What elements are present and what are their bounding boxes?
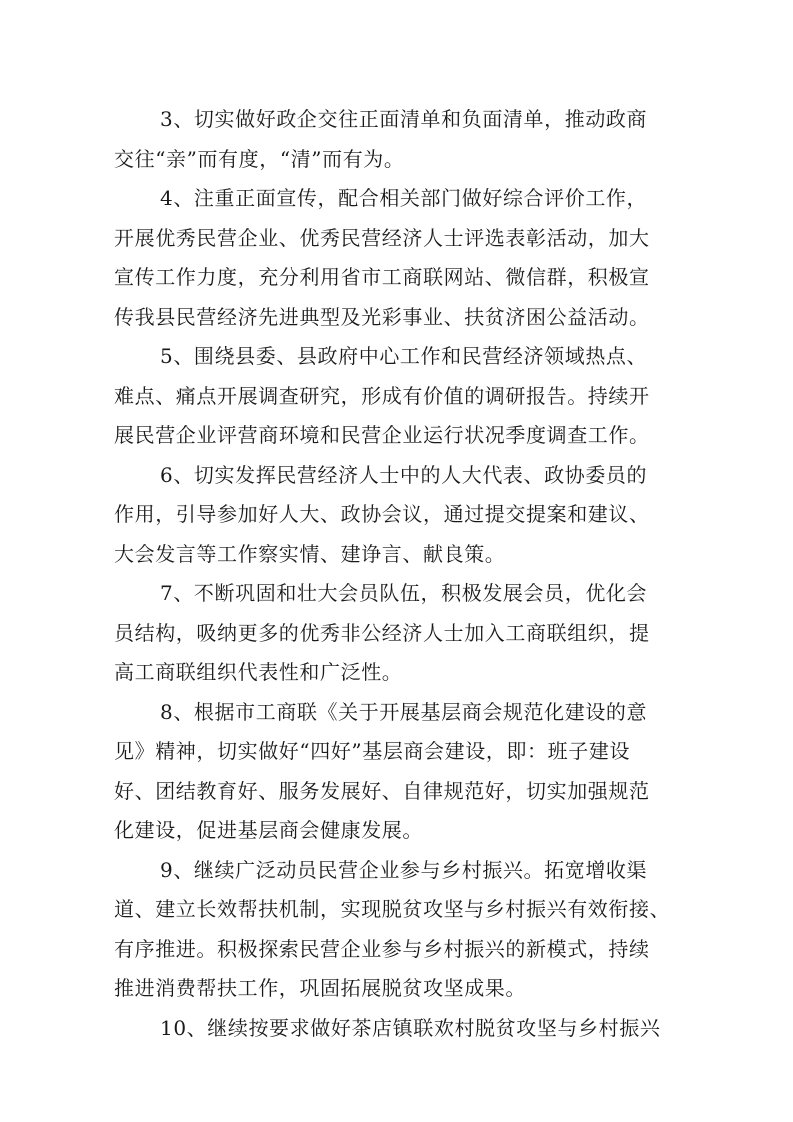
paragraph-item-7 <box>114 574 677 693</box>
text-line: 高工商联组织代表性和广泛性。 <box>114 660 403 684</box>
paragraph-item-5 <box>114 337 677 456</box>
text-line: 8、根据市工商联《关于开展基层商会规范化建设的意 <box>160 699 648 724</box>
text-line: 10、继续按要求做好茶店镇联欢村脱贫攻坚与乡村振兴 <box>160 1015 661 1040</box>
text-line: 作用，引导参加好人大、政协会议，通过提交提案和建议、 <box>114 502 650 526</box>
text-line: 化建设，促进基层商会健康发展。 <box>114 818 423 842</box>
paragraph-item-10 <box>114 1009 677 1049</box>
text-line: 交往“亲”而有度，“清”而有为。 <box>114 146 405 171</box>
text-line: 传我县民营经济先进典型及光彩事业、扶贫济困公益活动。 <box>114 304 650 329</box>
text-line: 大会发言等工作察实情、建诤言、献良策。 <box>114 541 506 566</box>
text-line: 9、继续广泛动员民营企业参与乡村振兴。拓宽增收渠 <box>160 857 648 882</box>
paragraph-item-9 <box>114 851 677 1009</box>
paragraph-item-6 <box>114 456 677 575</box>
text-line: 展民营企业评营商环境和民营企业运行状况季度调查工作。 <box>114 423 650 447</box>
text-line: 开展优秀民营企业、优秀民营经济人士评选表彰活动，加大 <box>114 225 650 250</box>
paragraph-item-4 <box>114 179 677 337</box>
text-line: 宣传工作力度，充分利用省市工商联网站、微信群，积极宣 <box>114 265 650 289</box>
document-body <box>114 100 677 1048</box>
text-line: 员结构，吸纳更多的优秀非公经济人士加入工商联组织，提 <box>114 620 650 645</box>
text-line: 难点、痛点开展调查研究，形成有价值的调研报告。持续开 <box>114 383 650 408</box>
text-line: 有序推进。积极探索民营企业参与乡村振兴的新模式，持续 <box>114 936 650 961</box>
text-line: 3、切实做好政企交往正面清单和负面清单，推动政商 <box>160 107 648 131</box>
text-line: 见》精神，切实做好“四好”基层商会建设，即：班子建设 <box>114 739 631 763</box>
text-line: 7、不断巩固和壮大会员队伍，积极发展会员，优化会 <box>160 581 648 605</box>
text-line: 6、切实发挥民营经济人士中的人大代表、政协委员的 <box>160 462 648 487</box>
paragraph-item-3 <box>114 100 677 179</box>
paragraph-item-8 <box>114 693 677 851</box>
text-line: 5、围绕县委、县政府中心工作和民营经济领域热点、 <box>160 344 648 368</box>
text-line: 推进消费帮扶工作，巩固拓展脱贫攻坚成果。 <box>114 976 526 1000</box>
text-line: 4、注重正面宣传，配合相关部门做好综合评价工作， <box>160 186 648 210</box>
text-line: 好、团结教育好、服务发展好、自律规范好，切实加强规范 <box>114 778 650 803</box>
text-line: 道、建立长效帮扶机制，实现脱贫攻坚与乡村振兴有效衔接、 <box>114 897 671 921</box>
